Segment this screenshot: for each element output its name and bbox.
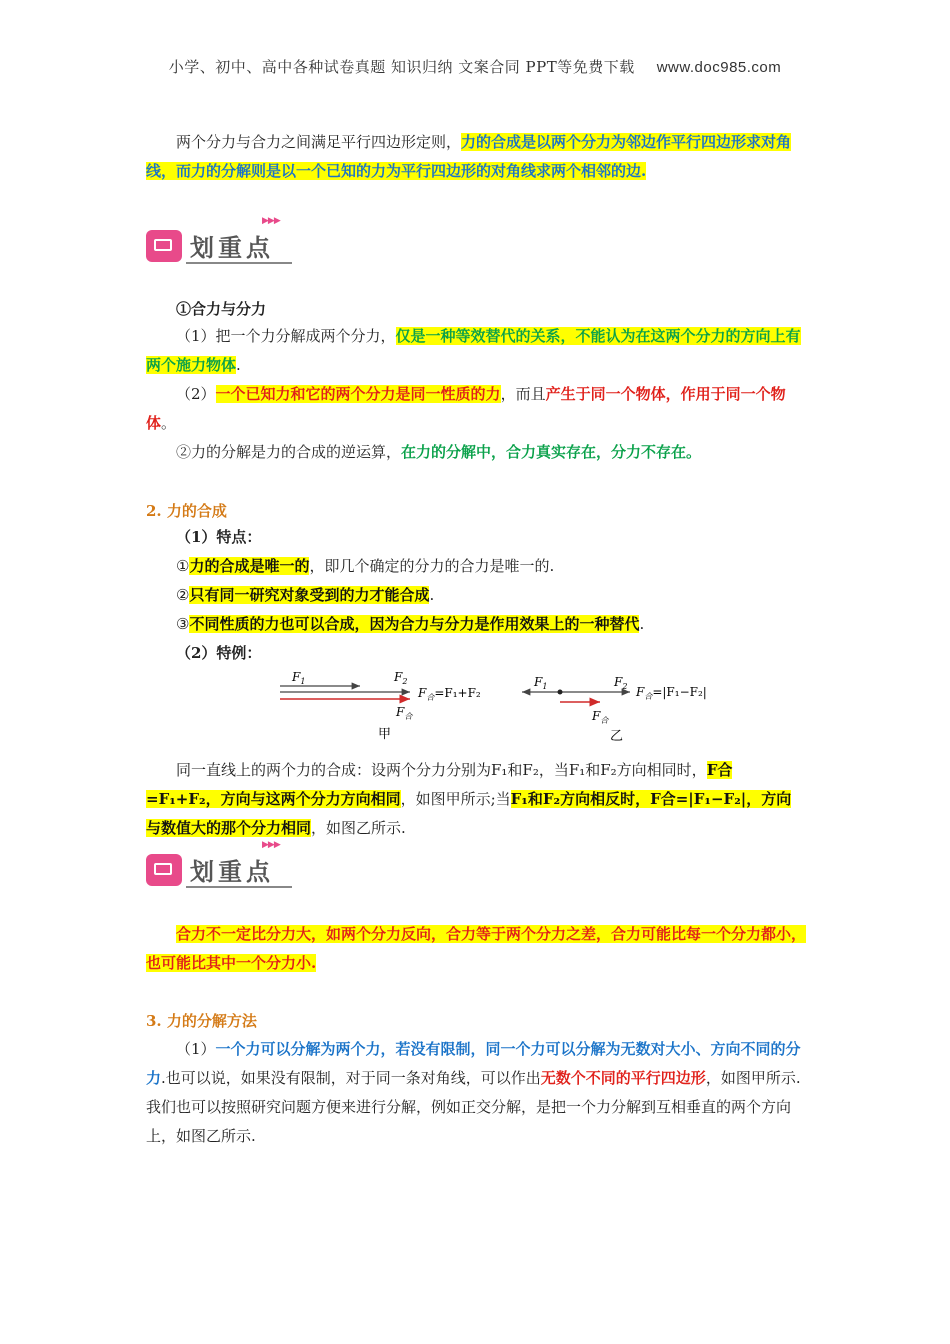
feature-1: [176, 552, 806, 581]
section2-title: 2. 力的合成: [146, 502, 227, 520]
keypoint1-p3: [146, 438, 806, 467]
s3-end: ，如图甲所示.我们也可以按照研究问题方便来进行分解，例如正交分解，是把一个力分解到互相垂直的两个方向上，如图乙所示.: [146, 1069, 801, 1145]
explain-end: ，如图乙所示.: [311, 819, 406, 837]
s3-blue: 一个力可以分解为两个力，若没有限制，同一个力可以分解为无数对大小、方向不同的分力: [146, 1040, 801, 1087]
kp1-p3-green: 在力的分解中，合力真实存在，分力不存在。: [401, 443, 702, 461]
intro-highlight: 力的合成是以两个分力为邻边作平行四边形求对角线，而力的分解则是以一个已知的力为平行四边形的对角线求两个相邻的边.: [146, 133, 792, 180]
diagram-right: [522, 675, 707, 744]
badge-label: 划重点: [190, 858, 274, 886]
f1-num: ①: [176, 557, 190, 575]
combination-explanation: [146, 756, 806, 843]
header-text: 小学、初中、高中各种试卷真题 知识归纳 文案合同 PPT等免费下载: [168, 58, 635, 76]
left-f2-label: $F_2$: [394, 670, 408, 686]
kp1-p1-end: .: [236, 356, 241, 374]
kp1-p2-mid: ，而且: [500, 385, 546, 403]
feature-title: （1）特点：: [176, 528, 262, 546]
kp1-p1-plain: （1）把一个力分解成两个分力，: [176, 327, 396, 345]
s3-start: （1）: [176, 1040, 216, 1058]
keypoint2-text: 合力不一定比分力大，如两个分力反向，合力等于两个分力之差，合力可能比每一个分力都小，也可能比其中一个分力小.: [146, 925, 807, 972]
highlighter-icon: [146, 854, 182, 886]
feature-2: [176, 581, 806, 610]
header-url[interactable]: www.doc985.com: [656, 59, 782, 76]
section3-paragraph: [146, 1035, 806, 1151]
badge-underline: [186, 262, 292, 264]
explain-highlight-2: F₁和F₂方向相反时，F合=|F₁−F₂|，方向与数值大的那个分力相同: [146, 790, 792, 837]
intro-plain: 两个分力与合力之间满足平行四边形定则，: [176, 133, 462, 151]
right-f2-label: $F_2$: [614, 675, 628, 691]
badge-underline: [186, 886, 292, 888]
explain-mid: ，如图甲所示;当: [400, 790, 511, 808]
feature-3: [176, 610, 806, 639]
section3-title: 3. 力的分解方法: [146, 1012, 257, 1030]
page-header: [0, 56, 950, 77]
key-point-badge-2: [146, 840, 296, 892]
f3-highlight: 不同性质的力也可以合成，因为合力与分力是作用效果上的一种替代: [189, 615, 640, 633]
s3-red: 无数个不同的平行四边形: [540, 1069, 706, 1087]
key-point-badge: [146, 216, 296, 268]
f3-num: ③: [176, 615, 190, 633]
kp1-p2-red: 产生于同一个物体，作用于同一个物体: [146, 385, 786, 432]
kp1-p2-end: 。: [161, 414, 177, 432]
keypoint1-p2: [146, 380, 806, 438]
object-point: [558, 690, 563, 695]
arrows-icon: ▶▶▶: [262, 216, 280, 226]
left-f1-label: $F_1$: [292, 670, 306, 686]
right-resultant-label: $F_合$: [592, 709, 609, 725]
arrows-icon: ▶▶▶: [262, 840, 280, 850]
diagram-left: [280, 670, 481, 742]
keypoint2-paragraph: [146, 920, 806, 978]
explain-highlight-1: F合=F₁+F₂，方向与这两个分力方向相同: [146, 761, 733, 808]
f1-highlight: 力的合成是唯一的: [189, 557, 310, 575]
intro-paragraph: [146, 128, 806, 186]
kp1-p2-highlight: 一个已知力和它的两个分力是同一性质的力: [215, 385, 501, 403]
keypoint1-p1: [146, 322, 806, 380]
kp1-p3-plain: ②力的分解是力的合成的逆运算，: [176, 443, 402, 461]
left-resultant-label: $F_合$: [396, 705, 413, 721]
f1-rest: ，即几个确定的分力的合力是唯一的.: [309, 557, 555, 575]
kp1-p2-plain: （2）: [176, 385, 216, 403]
f2-highlight: 只有同一研究对象受到的力才能合成: [189, 586, 430, 604]
f3-rest: .: [639, 615, 645, 633]
special-title: （2）特例：: [176, 644, 262, 662]
badge-label: 划重点: [190, 234, 274, 262]
left-caption: 甲: [378, 727, 392, 742]
right-caption: 乙: [610, 729, 624, 744]
right-f1-label: $F_1$: [534, 675, 548, 691]
force-diagram: [270, 664, 730, 744]
kp1-p1-highlight: 仅是一种等效替代的关系，不能认为在这两个分力的方向上有两个施力物体: [146, 327, 801, 374]
left-formula: $F_合=F_1+F_2$: [418, 686, 481, 702]
s3-mid: .也可以说，如果没有限制，对于同一条对角线，可以作出: [161, 1069, 541, 1087]
keypoint1-title: ①合力与分力: [176, 300, 267, 318]
explain-plain: 同一直线上的两个力的合成：设两个分力分别为F₁和F₂，当F₁和F₂方向相同时，: [176, 761, 707, 779]
f2-rest: .: [429, 586, 435, 604]
f2-num: ②: [176, 586, 190, 604]
highlighter-icon: [146, 230, 182, 262]
right-formula: $F_合=|F_1-F_2|$: [636, 685, 707, 701]
